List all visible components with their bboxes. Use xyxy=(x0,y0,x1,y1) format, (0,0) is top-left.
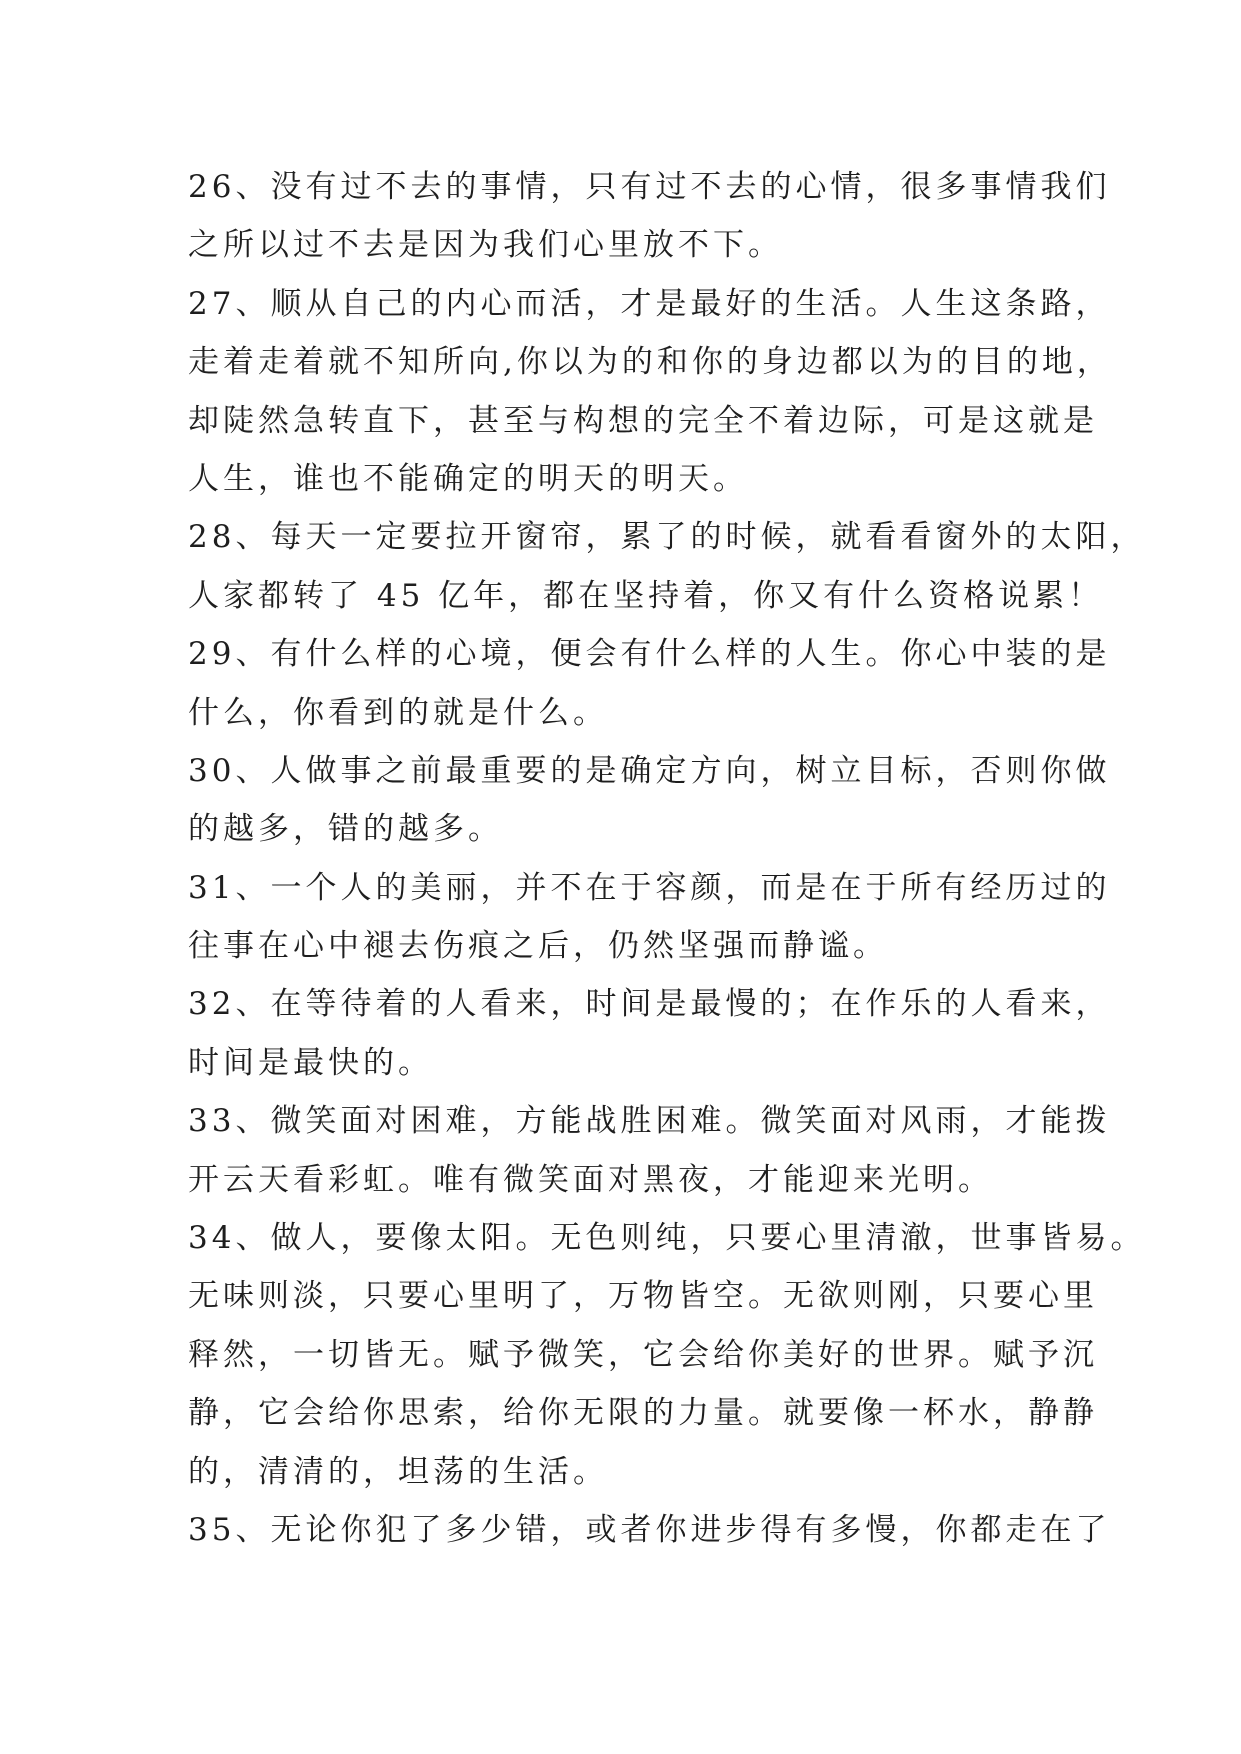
text-line: 人家都转了 45 亿年，都在坚持着，你又有什么资格说累！ xyxy=(188,577,1104,614)
text-line: 31、一个人的美丽，并不在于容颜，而是在于所有经历过的 xyxy=(188,869,1111,906)
text-line: 28、每天一定要拉开窗帘，累了的时候，就看看窗外的太阳， xyxy=(188,519,1146,556)
text-line: 什么，你看到的就是什么。 xyxy=(188,694,608,731)
text-line: 走着走着就不知所向,你以为的和你的身边都以为的目的地， xyxy=(188,344,1112,381)
text-line: 往事在心中褪去伤痕之后，仍然坚强而静谧。 xyxy=(188,928,888,965)
text-line: 之所以过不去是因为我们心里放不下。 xyxy=(188,227,783,264)
text-line: 30、人做事之前最重要的是确定方向，树立目标，否则你做 xyxy=(188,752,1111,789)
text-line: 27、顺从自己的内心而活，才是最好的生活。人生这条路， xyxy=(188,285,1111,322)
text-line: 的越多，错的越多。 xyxy=(188,811,503,848)
text-line: 人生，谁也不能确定的明天的明天。 xyxy=(188,460,748,497)
text-line: 开云天看彩虹。唯有微笑面对黑夜，才能迎来光明。 xyxy=(188,1161,993,1198)
text-line: 静，它会给你思索，给你无限的力量。就要像一杯水，静静 xyxy=(188,1395,1098,1432)
text-line: 的，清清的，坦荡的生活。 xyxy=(188,1453,608,1490)
text-line: 33、微笑面对困难，方能战胜困难。微笑面对风雨，才能拨 xyxy=(188,1103,1111,1140)
text-line: 29、有什么样的心境，便会有什么样的人生。你心中装的是 xyxy=(188,636,1111,673)
document-body xyxy=(188,158,1146,1559)
text-line: 无味则淡，只要心里明了，万物皆空。无欲则刚，只要心里 xyxy=(188,1278,1098,1315)
text-line: 26、没有过不去的事情，只有过不去的心情，很多事情我们 xyxy=(188,169,1111,205)
text-line: 32、在等待着的人看来，时间是最慢的；在作乐的人看来， xyxy=(188,986,1111,1023)
text-line: 34、做人，要像太阳。无色则纯，只要心里清澈，世事皆易。 xyxy=(188,1220,1146,1257)
text-line: 35、无论你犯了多少错，或者你进步得有多慢，你都走在了 xyxy=(188,1511,1111,1548)
text-line: 释然，一切皆无。赋予微笑，它会给你美好的世界。赋予沉 xyxy=(188,1336,1098,1373)
text-line: 时间是最快的。 xyxy=(188,1044,433,1081)
text-line: 却陡然急转直下，甚至与构想的完全不着边际，可是这就是 xyxy=(188,402,1098,439)
